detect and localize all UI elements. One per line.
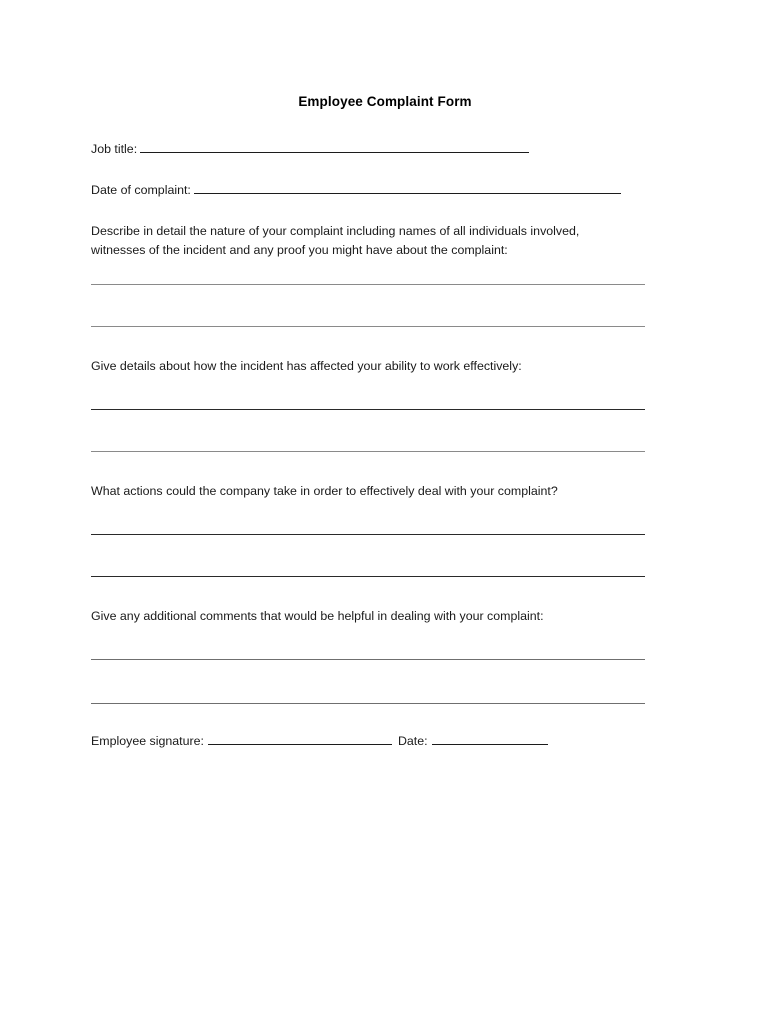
section-2-answer-line-1[interactable] — [91, 409, 645, 410]
section-3-prompt — [91, 482, 691, 501]
section-1-prompt — [91, 222, 651, 259]
section-4-answer-line-1[interactable] — [91, 659, 645, 660]
employee-signature-label: Employee signature: — [91, 734, 204, 748]
field-job-title — [91, 141, 529, 157]
field-date-of-complaint — [91, 182, 621, 198]
job-title-input[interactable] — [140, 141, 529, 153]
section-2-prompt — [91, 357, 691, 376]
section-4-prompt-line-1: Give any additional comments that would be helpful in dealing with your complaint: — [91, 609, 544, 623]
section-4-prompt — [91, 607, 691, 626]
section-2-answer-line-2[interactable] — [91, 451, 645, 452]
employee-signature-input[interactable] — [208, 733, 392, 745]
date-of-complaint-input[interactable] — [194, 182, 621, 194]
job-title-label: Job title: — [91, 142, 138, 156]
section-3-answer-line-2[interactable] — [91, 576, 645, 577]
section-3-answer-line-1[interactable] — [91, 534, 645, 535]
signature-row — [91, 733, 550, 749]
section-3-prompt-line-1: What actions could the company take in order to effectively deal with your complaint? — [91, 484, 558, 498]
date-of-complaint-label: Date of complaint: — [91, 183, 191, 197]
section-1-answer-line-1[interactable] — [91, 284, 645, 285]
signature-date-input[interactable] — [432, 733, 548, 745]
section-1-answer-line-2[interactable] — [91, 326, 645, 327]
section-2-prompt-line-1: Give details about how the incident has affected your ability to work effectively: — [91, 359, 522, 373]
section-1-prompt-line-1: Describe in detail the nature of your complaint including names of all individuals involved, — [91, 224, 580, 238]
signature-date-label: Date: — [397, 734, 428, 748]
page-title: Employee Complaint Form — [298, 94, 472, 109]
section-1-prompt-line-2: witnesses of the incident and any proof you might have about the complaint: — [91, 242, 508, 257]
section-4-answer-line-2[interactable] — [91, 703, 645, 704]
